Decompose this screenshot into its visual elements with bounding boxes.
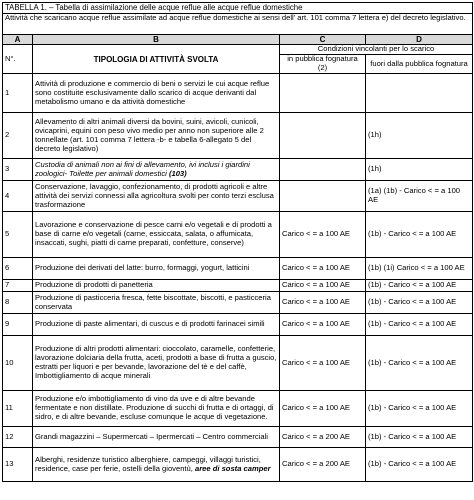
row-public-sewer <box>280 159 366 181</box>
row-activity: Allevamento di altri animali diversi da bovini, suini, avicoli, cunicoli, ovicaprini, equini con peso vivo medio per anno non superiore alle 2 tonnellate (art. 101 comma 7 lettera -b- e tabella 6-allegato 5 del decreto legislativo) <box>33 113 280 159</box>
row-outside-sewer: (1h) <box>366 159 473 181</box>
column-letter-d: D <box>366 35 473 45</box>
row-public-sewer: Carico < = a 100 AE <box>280 314 366 336</box>
row-activity: Produzione dei derivati del latte: burro, formaggi, yogurt, latticini <box>33 258 280 280</box>
row-number: 5 <box>3 212 33 258</box>
row-outside-sewer: (1b) - Carico < = a 100 AE <box>366 448 473 482</box>
row-public-sewer <box>280 113 366 159</box>
table-row <box>3 314 473 336</box>
header-number: N°. <box>3 45 33 74</box>
row-outside-sewer <box>366 74 473 113</box>
row-outside-sewer: (1b) - Carico < = a 100 AE <box>366 427 473 448</box>
row-outside-sewer: (1h) <box>366 113 473 159</box>
row-number: 11 <box>3 391 33 427</box>
table-row <box>3 159 473 181</box>
table-row <box>3 336 473 391</box>
row-public-sewer: Carico < = a 100 AE <box>280 280 366 292</box>
row-outside-sewer: (1b) - Carico < = a 100 AE <box>366 212 473 258</box>
row-outside-sewer: (1b) - Carico < = a 100 AE <box>366 336 473 391</box>
table-row <box>3 181 473 212</box>
column-letter-a: A <box>3 35 33 45</box>
row-number: 10 <box>3 336 33 391</box>
row-number: 6 <box>3 258 33 280</box>
row-number: 3 <box>3 159 33 181</box>
row-activity: Conservazione, lavaggio, confezionamento, di prodotti agricoli e altre attività dei servizi connessi alla agricoltura svolti per conto terzi esclusa trasformazione <box>33 181 280 212</box>
header-activity-type: TIPOLOGIA DI ATTIVITÀ SVOLTA <box>33 45 280 74</box>
table-row <box>3 212 473 258</box>
table-row <box>3 74 473 113</box>
table-row <box>3 427 473 448</box>
row-activity-text: Alberghi, residenze turistico alberghiere, campeggi, villaggi turistici, residence, case per ferie, ostelli della gioventù, <box>35 454 261 473</box>
row-activity <box>33 448 280 482</box>
row-outside-sewer: (1b) - Carico < = a 100 AE <box>366 292 473 314</box>
row-public-sewer: Carico < = a 100 AE <box>280 212 366 258</box>
row-public-sewer <box>280 74 366 113</box>
row-public-sewer <box>280 181 366 212</box>
row-public-sewer: Carico < = a 100 AE <box>280 258 366 280</box>
table-row <box>3 391 473 427</box>
row-activity <box>33 159 280 181</box>
table-row <box>3 258 473 280</box>
row-outside-sewer: (1b) - Carico < = a 100 AE <box>366 280 473 292</box>
row-outside-sewer: (1a) (1b) - Carico < = a 100 AE <box>366 181 473 212</box>
row-activity: Produzione di altri prodotti alimentari: cioccolato, caramelle, confetterie, lavorazione dolciaria della frutta, aceti, prodotti a base di frutta a guscio, estratti per liquori e per bevande, lavorazione del tè e del caffè, Imbottigliamento di acque minerali <box>33 336 280 391</box>
row-activity: Grandi magazzini – Supermercati – Ipermercati – Centro commerciali <box>33 427 280 448</box>
row-outside-sewer: (1b) - Carico < = a 100 AE <box>366 314 473 336</box>
row-public-sewer: Carico < = a 100 AE <box>280 292 366 314</box>
table-row <box>3 113 473 159</box>
row-outside-sewer: (1b) (1i) Carico < = a 100 AE <box>366 258 473 280</box>
header-outside-public-sewer: fuori dalla pubblica fognatura <box>366 55 473 74</box>
row-activity: Produzione e/o imbottigliamento di vino da uve e di altre bevande fermentate e non distillate. Produzione di succhi di frutta e di ortaggi, di sidro, e di altre bevande, escluse comunque le acque di vegetazione. <box>33 391 280 427</box>
row-activity-reference: (103) <box>168 168 187 178</box>
row-number: 4 <box>3 181 33 212</box>
row-number: 9 <box>3 314 33 336</box>
row-activity-text: Custodia di animali non ai fini di allevamento, ivi inclusi i giardini zoologici- Toilette per animali domestici <box>35 159 250 178</box>
column-letter-c: C <box>280 35 366 45</box>
assimilation-table <box>2 2 473 482</box>
row-activity: Produzione di pasticceria fresca, fette biscottate, biscotti, e pasticceria conservata <box>33 292 280 314</box>
row-activity: Lavorazione e conservazione di pesce carni e/o vegetali e di prodotti a base di carne e/o vegetali (carne, essiccata, salata, o affumicata, insaccati, sughi, piatti di carne preparati, confetture, conserve) <box>33 212 280 258</box>
row-outside-sewer: (1b) - Carico < = a 100 AE <box>366 391 473 427</box>
row-number: 7 <box>3 280 33 292</box>
table-row <box>3 448 473 482</box>
header-conditions: Condizioni vincolanti per lo scarico <box>280 45 473 55</box>
row-public-sewer: Carico < = a 200 AE <box>280 427 366 448</box>
row-number: 8 <box>3 292 33 314</box>
row-activity: Produzione di prodotti di panetteria <box>33 280 280 292</box>
row-activity-camper: aree di sosta camper <box>194 463 271 473</box>
table-description: Attività che scaricano acque reflue assimilate ad acque reflue domestiche ai sensi dell' art. 101 comma 7 lettera e) del decreto legislativo. <box>3 14 473 35</box>
row-number: 12 <box>3 427 33 448</box>
row-number: 1 <box>3 74 33 113</box>
header-in-public-sewer: in pubblica fognatura (2) <box>280 55 366 74</box>
table-row <box>3 292 473 314</box>
row-number: 13 <box>3 448 33 482</box>
table-title: TABELLA 1. – Tabella di assimilazione delle acque reflue alle acque reflue domestiche <box>3 3 473 14</box>
row-activity: Attività di produzione e commercio di beni o servizi le cui acque reflue sono costituite esclusivamente dallo scarico di acque derivanti dal metabolismo umano e da attività domestiche <box>33 74 280 113</box>
row-public-sewer: Carico < = a 200 AE <box>280 448 366 482</box>
row-public-sewer: Carico < = a 100 AE <box>280 336 366 391</box>
table-row <box>3 280 473 292</box>
row-public-sewer: Carico < = a 100 AE <box>280 391 366 427</box>
row-number: 2 <box>3 113 33 159</box>
column-letter-b: B <box>33 35 280 45</box>
row-activity: Produzione di paste alimentari, di cuscus e di prodotti farinacei simili <box>33 314 280 336</box>
